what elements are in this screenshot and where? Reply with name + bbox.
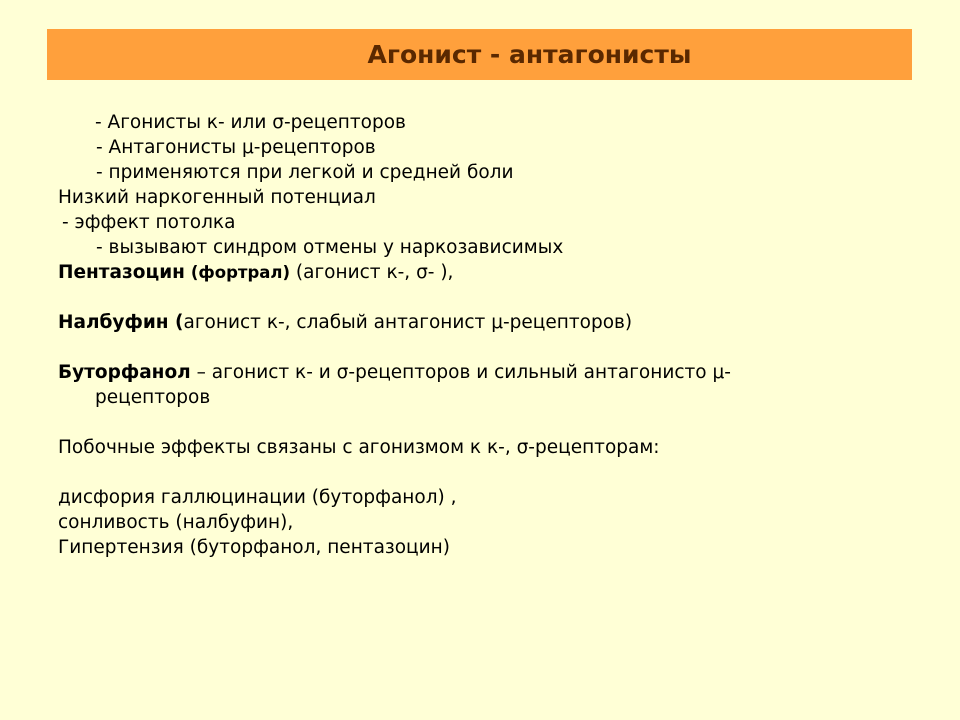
drug-name-butorphanol: Буторфанол xyxy=(58,362,191,383)
text-line-ceiling: - эффект потолка xyxy=(62,212,236,233)
slide-body xyxy=(58,110,918,560)
page-title: Агонист - антагонисты xyxy=(367,40,692,69)
side-effect-item: дисфория галлюцинации (буторфанол) , xyxy=(58,487,457,508)
text-line-usage: - применяются при легкой и средней боли xyxy=(96,162,514,183)
text-line-agonists: - Агонисты к- или σ-рецепторов xyxy=(95,112,406,133)
title-bar xyxy=(47,29,912,80)
drug-brand-pentazocine: (фортрал) xyxy=(190,263,291,282)
text-line-antagonists: - Антагонисты μ-рецепторов xyxy=(96,137,376,158)
drug-desc-nalbuphine: агонист к-, слабый антагонист μ-рецепторов) xyxy=(183,312,633,333)
drug-name-nalbuphine: Налбуфин ( xyxy=(58,312,184,333)
drug-desc-butorphanol-cont: рецепторов xyxy=(95,387,211,408)
side-effect-item: сонливость (налбуфин), xyxy=(58,512,294,533)
drug-desc-butorphanol: – агонист к- и σ-рецепторов и сильный антагонисто μ- xyxy=(190,362,731,383)
drug-pentazocine xyxy=(58,260,918,285)
side-effect-item: Гипертензия (буторфанол, пентазоцин) xyxy=(58,537,450,558)
side-effects-heading: Побочные эффекты связаны с агонизмом к к-, σ-рецепторам: xyxy=(58,437,660,458)
drug-butorphanol xyxy=(58,360,918,385)
text-line-withdrawal: - вызывают синдром отмены у наркозависимых xyxy=(96,237,564,258)
drug-name-pentazocine: Пентазоцин xyxy=(58,262,185,283)
drug-desc-pentazocine: (агонист к-, σ- ), xyxy=(290,262,454,283)
text-line-potential: Низкий наркогенный потенциал xyxy=(58,187,376,208)
drug-nalbuphine xyxy=(58,310,918,335)
